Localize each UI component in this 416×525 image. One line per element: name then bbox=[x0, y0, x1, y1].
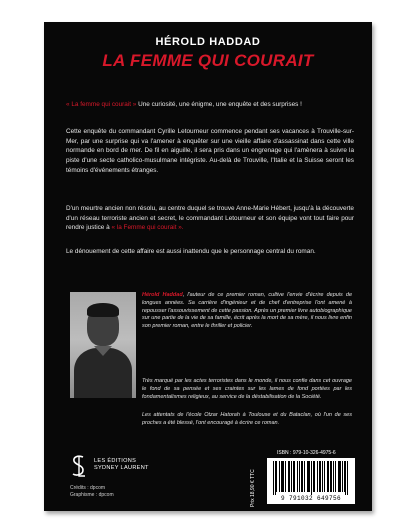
barcode-bar bbox=[327, 461, 328, 492]
author-name: HÉROLD HADDAD bbox=[155, 36, 261, 48]
barcode-bar bbox=[293, 461, 294, 492]
barcode-bar bbox=[314, 461, 315, 492]
barcode-bar bbox=[289, 461, 290, 492]
barcode-bar bbox=[342, 461, 343, 492]
barcode-bar bbox=[299, 461, 300, 492]
barcode-bar bbox=[288, 461, 289, 492]
publisher-line-2: SYDNEY LAURENT bbox=[94, 465, 149, 471]
barcode-bar bbox=[322, 461, 323, 492]
barcode-bar bbox=[294, 461, 295, 492]
publisher-logo-icon bbox=[70, 454, 88, 478]
barcode-bar bbox=[279, 461, 280, 492]
blurb-intro-highlight: « La femme qui courait » bbox=[66, 101, 137, 108]
barcode-bar bbox=[283, 461, 284, 492]
author-bio-paragraph-2: Très marqué par les actes terroristes dans le monde, il nous confie dans cet ouvrage le fond de sa pensée et ses craintes sur les lames de fond portées par les fondamentalismes religieux, au service de la déstabilisation de la Société. bbox=[142, 378, 352, 400]
blurb-intro bbox=[66, 100, 354, 110]
author-bio-paragraph-1 bbox=[142, 292, 352, 331]
barcode-bar bbox=[281, 461, 282, 492]
barcode-bar bbox=[340, 461, 341, 492]
barcode-bar bbox=[313, 461, 314, 492]
barcode-bar bbox=[344, 461, 345, 492]
blurb-paragraph-3 bbox=[66, 204, 354, 233]
barcode-bar bbox=[285, 461, 286, 492]
barcode-bars bbox=[273, 461, 349, 495]
barcode-bar bbox=[339, 461, 340, 492]
barcode-bar bbox=[335, 461, 336, 492]
credits bbox=[70, 485, 114, 500]
author-bio-text: , l'auteur de ce premier roman, cultive l'envie d'écrire depuis de longues années. Sa carrière d'ingénieur et de chef d'entreprise l'ont amené à repousser l'assouvissement de cette passion. Après un premier livre autobiographique sur une partie de la vie de sa famille, écrit après la mort de sa mère, il nous livre enfin son premier roman, entre le thriller et policier. bbox=[142, 292, 353, 330]
barcode-bar bbox=[347, 461, 348, 495]
barcode-bar bbox=[307, 461, 308, 492]
credits-line-2: Graphisme : dpcom bbox=[70, 492, 114, 499]
barcode-bar bbox=[319, 461, 320, 492]
author-photo bbox=[70, 292, 136, 398]
barcode-bar bbox=[330, 461, 331, 492]
author-bio-name: Hérold Haddad bbox=[142, 292, 183, 298]
barcode-bar bbox=[291, 461, 292, 492]
barcode-bar bbox=[317, 461, 318, 492]
barcode-bar bbox=[333, 461, 334, 492]
barcode-bar bbox=[311, 461, 312, 495]
barcode-bar bbox=[328, 461, 329, 492]
barcode-bar bbox=[345, 461, 346, 495]
barcode-bar bbox=[308, 461, 309, 492]
author-bio-paragraph-3: Les attentats de l'école Otzar Hatorah à Toulouse et du Bataclan, où l'un de ses proches a été blessé, l'ont encouragé à écrire ce roman. bbox=[142, 412, 352, 426]
book-title: LA FEMME QUI COURAIT bbox=[102, 51, 314, 70]
barcode-bar bbox=[273, 461, 274, 495]
barcode-bar bbox=[282, 461, 283, 492]
price-label: Prix 18,90 € TTC bbox=[250, 469, 256, 507]
credits-line-1: Crédits : dpcom bbox=[70, 485, 106, 491]
barcode-bar bbox=[275, 461, 276, 495]
barcode-bar bbox=[301, 461, 302, 492]
barcode-digits: 9 791032 649756 bbox=[280, 495, 341, 502]
publisher-name bbox=[94, 458, 149, 472]
blurb-paragraph-4: Le dénouement de cette affaire est aussi inattendu que le personnage central du roman. bbox=[66, 248, 316, 255]
author-photo-hair bbox=[87, 303, 119, 317]
barcode-bar bbox=[309, 461, 310, 492]
barcode-bar bbox=[338, 461, 339, 492]
blurb-intro-text: Une curiosité, une énigme, une enquête et des surprises ! bbox=[136, 101, 302, 108]
barcode-bar bbox=[320, 461, 321, 492]
barcode-bar bbox=[304, 461, 305, 492]
barcode-bar bbox=[324, 461, 325, 492]
barcode-bar bbox=[331, 461, 332, 492]
blurb-paragraph-3-text: D'un meurtre ancien non résolu, au centre duquel se trouve Anne-Marie Hébert, jusqu'à la découverte d'un réseau terroriste ancien et secret, le commandant Letourneur et son équipe vont tout faire pour rendre justice à bbox=[66, 205, 354, 232]
blurb-paragraph-2: Cette enquête du commandant Cyrille Letourneur commence pendant ses vacances à Trouville-sur-Mer, par une surprise qui va l'amener à enquêter sur une vieille affaire d'assassinat dans cette ville normande en bord de mer. De fil en aiguille, il sera pris dans un engrenage qui l'amènera à suivre la piste d'une secte catholico-musulmane intégriste. Au-delà de Trouville, l'Italie et la Suisse seront les témoins d'événements étranges. bbox=[66, 128, 354, 174]
barcode bbox=[267, 458, 355, 504]
isbn-label: ISBN : 979-10-326-4975-6 bbox=[277, 450, 336, 456]
blurb-paragraph-3-highlight: « la Femme qui courait ». bbox=[111, 224, 184, 232]
barcode-bar bbox=[297, 461, 298, 492]
book-back-cover bbox=[44, 22, 372, 511]
barcode-bar bbox=[302, 461, 303, 492]
publisher-line-1: LES ÉDITIONS bbox=[94, 458, 137, 464]
barcode-bar bbox=[276, 461, 277, 492]
